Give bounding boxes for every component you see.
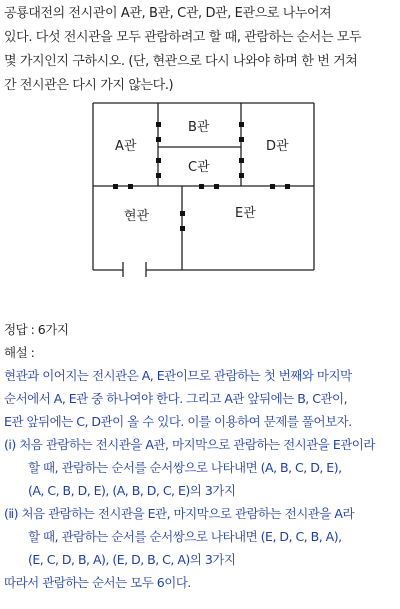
door-c-d	[239, 158, 244, 163]
door-c-d-2	[239, 173, 244, 178]
room-label-e: E관	[235, 206, 256, 221]
room-label-c: C관	[188, 160, 210, 175]
door-c-e-2	[214, 184, 219, 189]
case1-line: 할 때, 관람하는 순서를 순서쌍으로 나타내면 (A, B, C, D, E),	[28, 460, 342, 475]
problem-line: 몇 가지인지 구하시오. (단, 현관으로 다시 나와야 하며 한 번 거쳐	[4, 54, 358, 69]
door-a-c	[156, 158, 161, 163]
explanation-line: E관 앞뒤에는 C, D관이 올 수 있다. 이를 이용하여 문제를 풀어보자.	[4, 414, 352, 429]
door-a-b	[156, 122, 161, 127]
problem-line: 있다. 다섯 전시관을 모두 관람하려고 할 때, 관람하는 순서는 모두	[4, 30, 362, 45]
answer-section	[4, 318, 398, 594]
case2-line: 할 때, 관람하는 순서를 순서쌍으로 나타내면 (E, D, C, B, A),	[28, 529, 342, 544]
room-label-b: B관	[188, 120, 210, 135]
conclusion-line: 따라서 관람하는 순서는 모두 6이다.	[4, 575, 191, 590]
door-d-e	[270, 184, 275, 189]
case2-line: (ⅱ) 처음 관람하는 전시관을 E관, 마지막으로 관람하는 전시관을 A라	[4, 506, 355, 521]
door-a-entrance	[113, 184, 118, 189]
door-b-d-2	[239, 137, 244, 142]
door-b-d	[239, 122, 244, 127]
door-entrance-e-2	[180, 226, 185, 231]
explanation-line: 현관과 이어지는 전시관은 A, E관이므로 관람하는 첫 번째와 마지막	[4, 368, 352, 383]
door-entrance-e	[180, 211, 185, 216]
case1-line: (ⅰ) 처음 관람하는 전시관을 A관, 마지막으로 관람하는 전시관을 E관이라	[4, 437, 375, 452]
explanation-line: 순서에서 A, E관 중 하나여야 한다. 그리고 A관 앞뒤에는 B, C관이,	[4, 391, 348, 406]
door-a-c-2	[156, 173, 161, 178]
explanation-header: 해설 :	[4, 345, 35, 360]
room-label-d: D관	[266, 139, 289, 154]
case1-line: (A, C, B, D, E), (A, B, D, C, E)의 3가지	[28, 483, 236, 498]
door-c-e	[199, 184, 204, 189]
problem-line: 공룡대전의 전시관이 A관, B관, C관, D관, E관으로 나누어져	[4, 6, 332, 21]
problem-line: 간 전시관은 다시 가지 않는다.)	[4, 78, 174, 93]
room-label-a: A관	[115, 139, 137, 154]
answer-line: 정답 : 6가지	[4, 322, 69, 337]
door-a-entrance-2	[128, 184, 133, 189]
door-d-e-2	[285, 184, 290, 189]
room-label-entrance: 현관	[124, 209, 150, 224]
door-a-b-2	[156, 137, 161, 142]
case2-line: (E, C, D, B, A), (E, D, B, C, A)의 3가지	[28, 552, 236, 567]
